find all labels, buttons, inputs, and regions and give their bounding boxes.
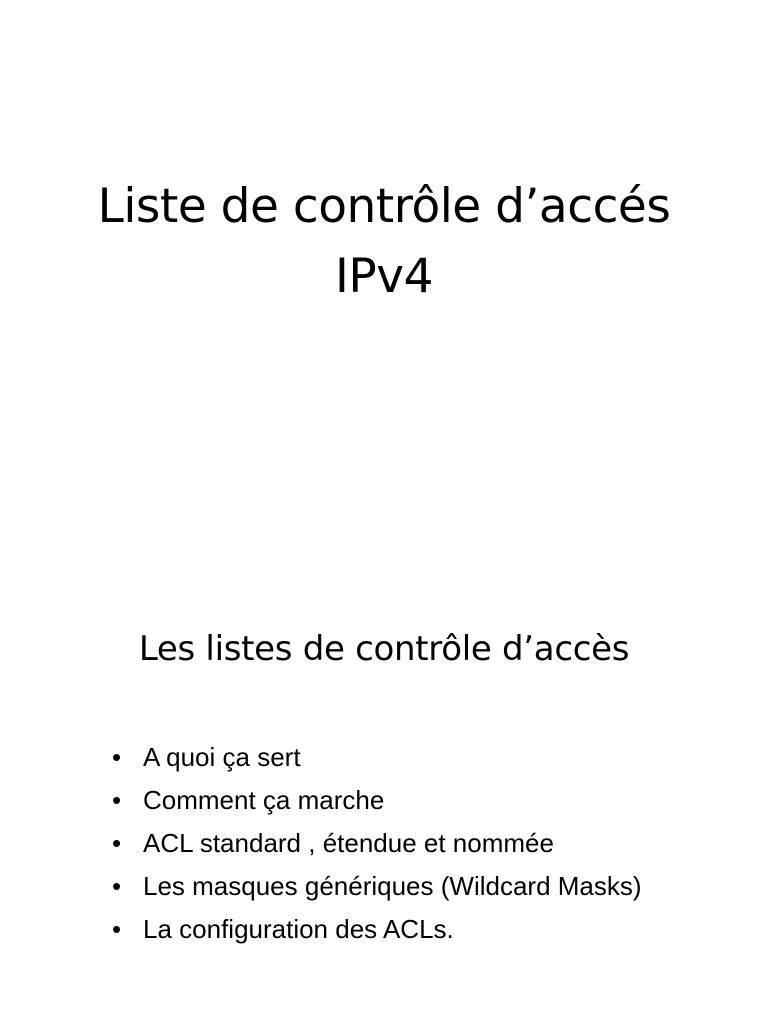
bullet-icon: • bbox=[112, 871, 122, 901]
bullet-icon: • bbox=[112, 742, 122, 772]
bullet-icon: • bbox=[112, 785, 122, 815]
bullet-item-wildcard-masks bbox=[112, 869, 672, 903]
slide-2 bbox=[0, 560, 768, 1024]
slide-1-title-line-1: Liste de contrôle d’accés bbox=[97, 179, 671, 234]
bullet-item-acl-types bbox=[112, 826, 672, 860]
bullet-text: Comment ça marche bbox=[143, 785, 385, 815]
slide-1-title bbox=[0, 172, 768, 312]
slide-1-title-line-2: IPv4 bbox=[335, 249, 433, 304]
bullet-text: ACL standard , étendue et nommée bbox=[143, 828, 554, 858]
bullet-icon: • bbox=[112, 828, 122, 858]
bullet-text: Les masques génériques (Wildcard Masks) bbox=[143, 871, 642, 901]
bullet-item-configuration bbox=[112, 912, 672, 946]
slide-2-title: Les listes de contrôle d’accès bbox=[138, 629, 630, 669]
bullet-icon: • bbox=[112, 914, 122, 944]
bullet-list bbox=[112, 740, 672, 955]
bullet-text: La configuration des ACLs. bbox=[143, 914, 454, 944]
bullet-item-how-it-works bbox=[112, 783, 672, 817]
bullet-text: A quoi ça sert bbox=[143, 742, 301, 772]
bullet-item-what-for bbox=[112, 740, 672, 774]
